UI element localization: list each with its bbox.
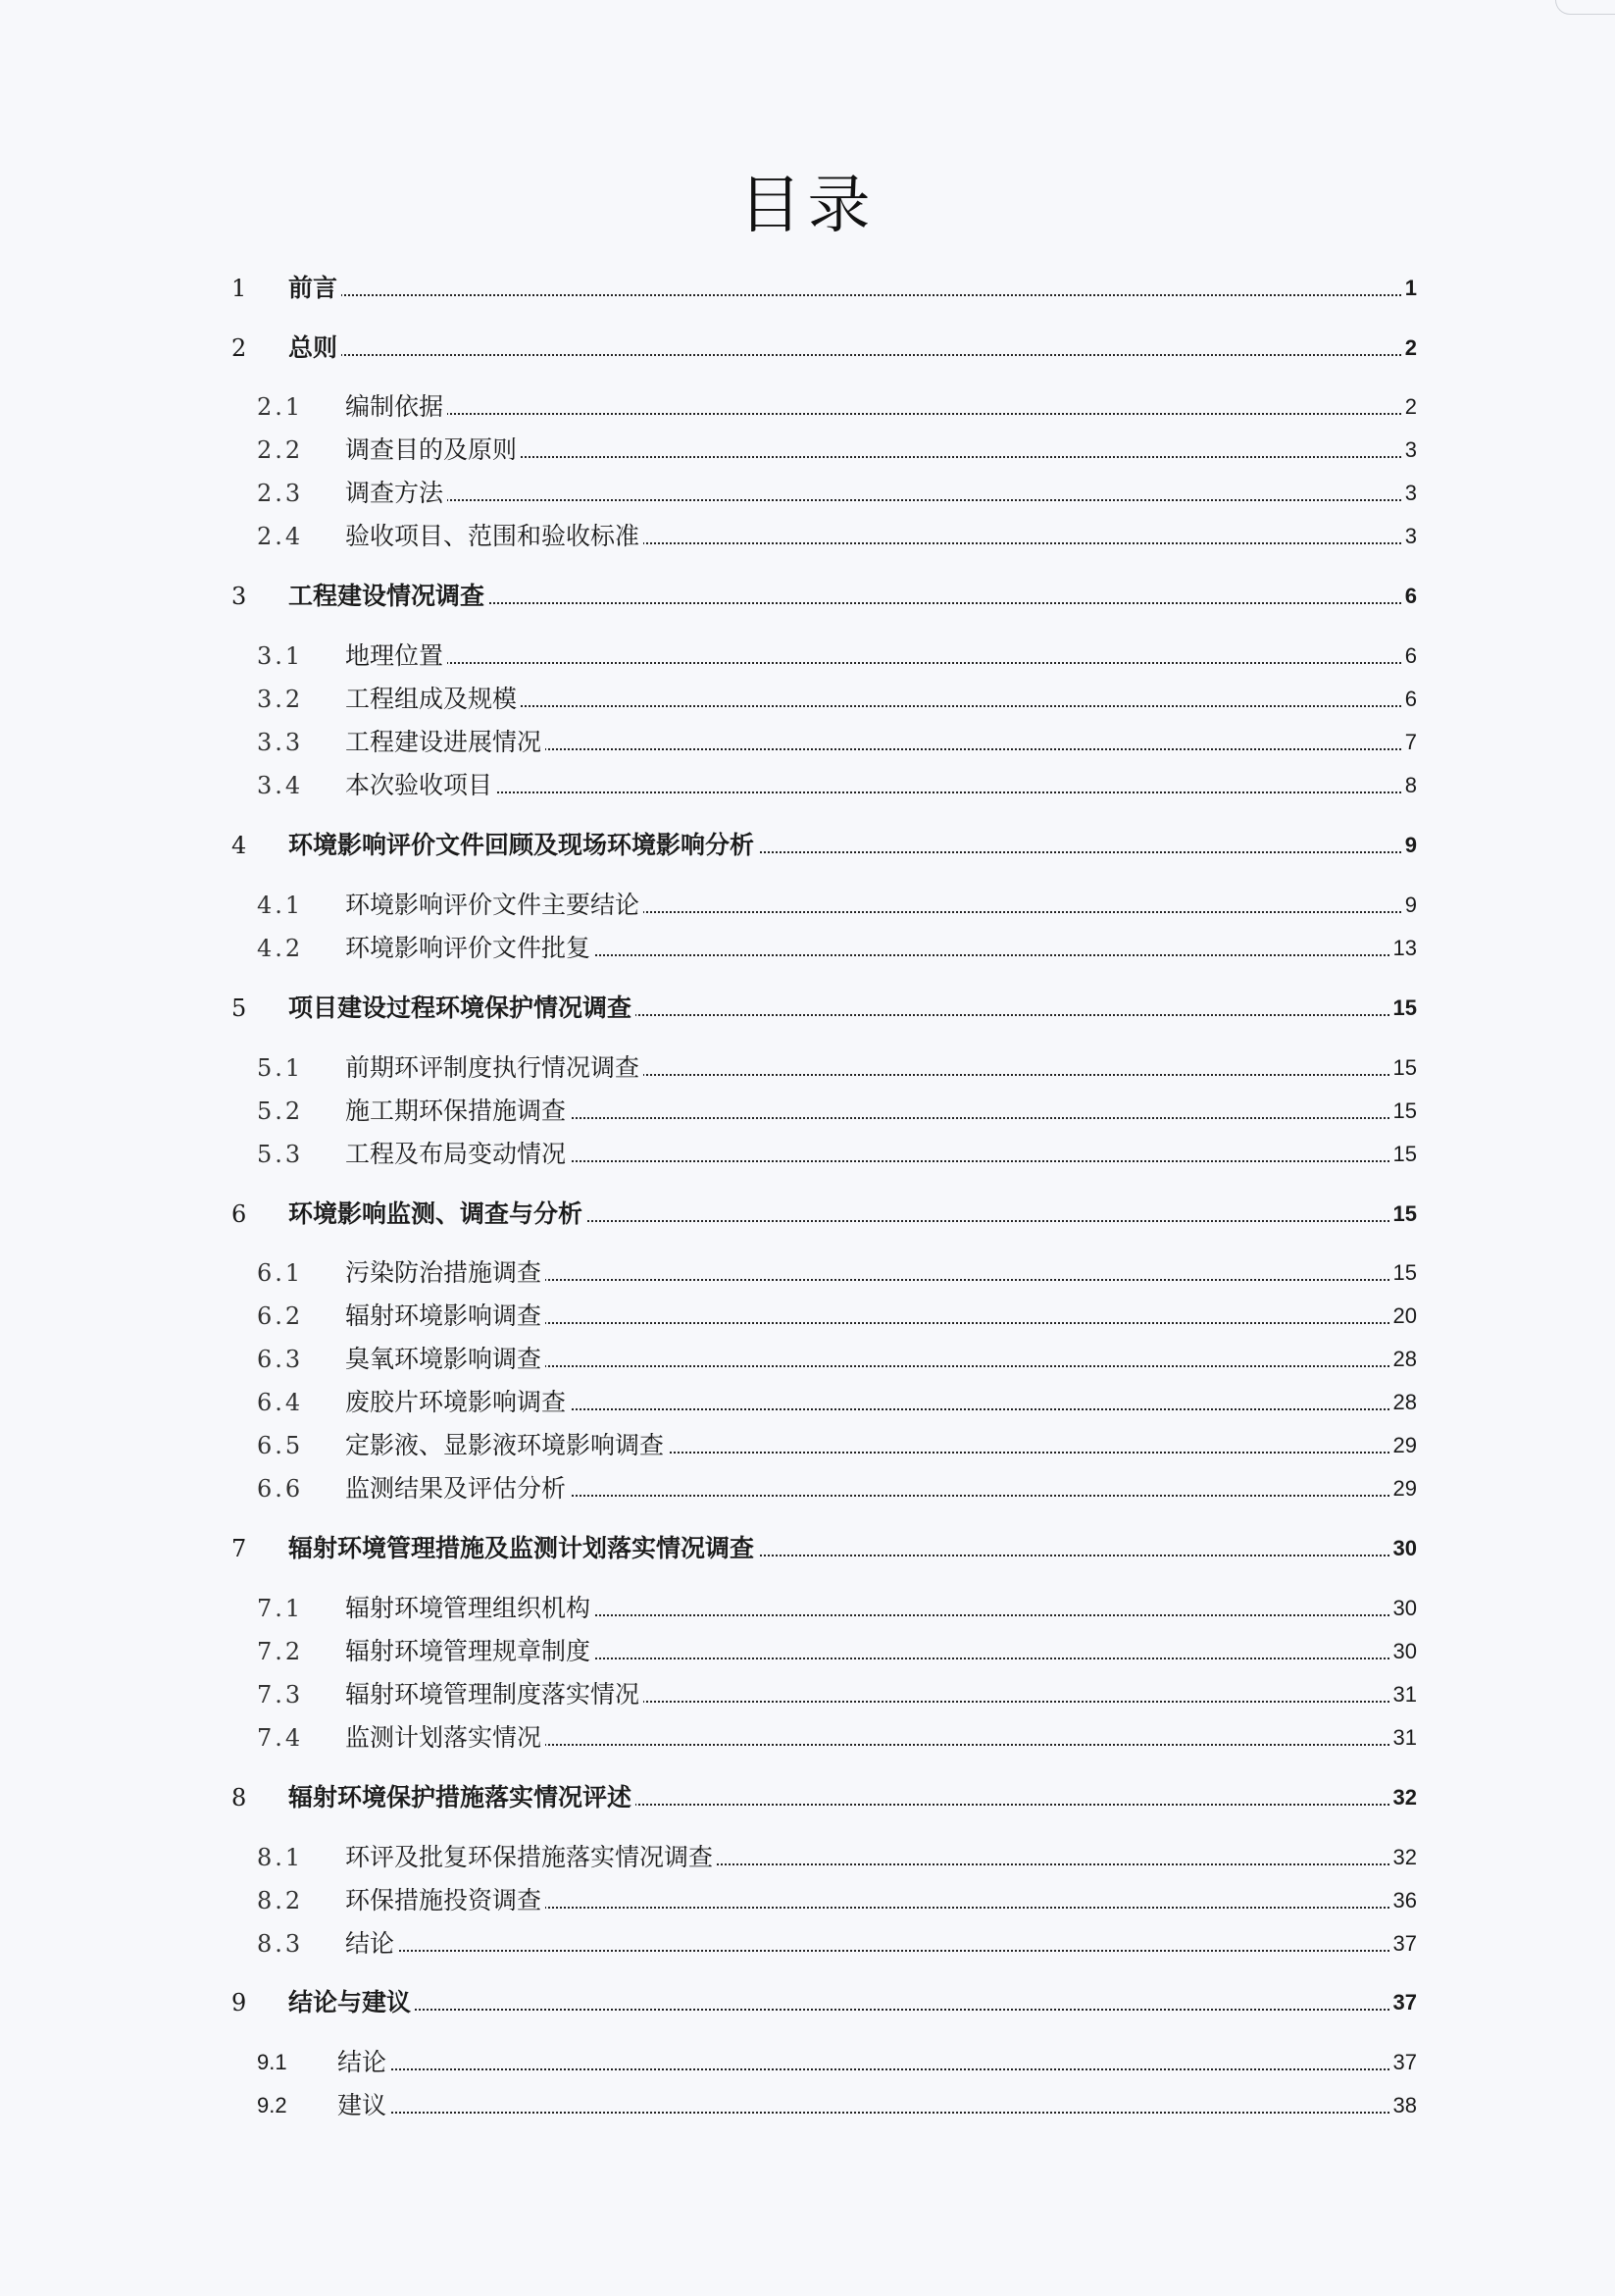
toc-entry-number: 2 (231, 334, 247, 362)
toc-entry-number: 2.2 (257, 436, 304, 464)
toc-entry-title: 环保措施投资调查 (345, 1882, 545, 1919)
toc-entry-title: 结论 (345, 1925, 398, 1963)
toc-leader-dots (353, 1950, 1409, 1952)
toc-entry-page: 7 (1402, 724, 1417, 761)
toc-entry-title: 项目建设过程环境保护情况调查 (288, 990, 635, 1027)
toc-entry-page: 15 (1390, 1254, 1417, 1292)
toc-entry-title: 环境影响监测、调查与分析 (288, 1196, 586, 1233)
toc-entry-title: 辐射环境管理组织机构 (345, 1590, 594, 1627)
toc-entry-title: 环境影响评价文件回顾及现场环境影响分析 (288, 827, 758, 864)
toc-entry[interactable] (0, 2087, 1615, 2124)
toc-entry-title: 废胶片环境影响调查 (345, 1384, 570, 1421)
toc-entry-title: 监测结果及评估分析 (345, 1470, 570, 1507)
toc-entry-number: 3.2 (257, 686, 304, 713)
toc-entry-page: 32 (1390, 1779, 1417, 1816)
toc-entry-title: 结论 (337, 2044, 390, 2081)
toc-entry-title: 前期环评制度执行情况调查 (345, 1049, 643, 1087)
toc-entry-page: 30 (1390, 1530, 1417, 1567)
toc-entry[interactable] (0, 270, 1615, 307)
toc-entry[interactable] (0, 1719, 1615, 1757)
toc-entry-title: 前言 (288, 270, 341, 307)
toc-entry-title: 辐射环境保护措施落实情况评述 (288, 1779, 635, 1816)
toc-entry-page: 2 (1402, 330, 1417, 367)
toc-entry-number: 6.1 (257, 1259, 304, 1287)
toc-entry[interactable] (0, 724, 1615, 761)
toc-entry[interactable] (0, 1676, 1615, 1713)
toc-entry-number: 3.1 (257, 642, 304, 670)
toc-entry-number: 6 (231, 1200, 247, 1228)
toc-entry-title: 辐射环境管理措施及监测计划落实情况调查 (288, 1530, 758, 1567)
toc-entry[interactable] (0, 1298, 1615, 1335)
toc-entry-title: 调查方法 (345, 475, 447, 512)
toc-leader-dots (353, 662, 1409, 664)
toc-entry-number: 7 (231, 1535, 247, 1562)
toc-entry-page: 15 (1390, 1136, 1417, 1173)
toc-entry-page: 20 (1390, 1298, 1417, 1335)
toc-entry-page: 32 (1390, 1839, 1417, 1876)
toc-entry-number: 6.4 (257, 1389, 304, 1416)
toc-entry-title: 工程及布局变动情况 (345, 1136, 570, 1173)
toc-entry-number: 5.3 (257, 1141, 304, 1168)
toc-entry-page: 2 (1402, 388, 1417, 426)
toc-entry-page: 3 (1402, 432, 1417, 469)
toc-entry[interactable] (0, 1470, 1615, 1507)
toc-entry-page: 30 (1390, 1590, 1417, 1627)
toc-entry-number: 3.4 (257, 772, 304, 799)
toc-leader-dots (343, 2112, 1409, 2114)
toc-entry-number: 7.3 (257, 1681, 304, 1709)
toc-entry-number: 2.4 (257, 523, 304, 550)
toc-entry-number: 6.3 (257, 1346, 304, 1373)
toc-entry[interactable] (0, 1196, 1615, 1233)
toc-entry-number: 4.1 (257, 892, 304, 919)
toc-entry-number: 7.2 (257, 1638, 304, 1665)
toc-entry[interactable] (0, 1384, 1615, 1421)
toc-entry-title: 总则 (288, 330, 341, 367)
toc-entry-page: 15 (1390, 990, 1417, 1027)
toc-entry-title: 验收项目、范围和验收标准 (345, 518, 643, 555)
toc-entry-page: 30 (1390, 1633, 1417, 1670)
toc-entry-number: 3.3 (257, 729, 304, 756)
toc-entry-title: 监测计划落实情况 (345, 1719, 545, 1757)
toc-entry-number: 4 (231, 832, 247, 859)
toc-entry-page: 31 (1390, 1719, 1417, 1757)
toc-entry-number: 3 (231, 583, 247, 610)
toc-entry[interactable] (0, 1049, 1615, 1087)
toc-entry-number: 2.3 (257, 480, 304, 507)
toc-entry-number: 6.2 (257, 1302, 304, 1330)
toc-entry-page: 15 (1390, 1049, 1417, 1087)
toc-entry-title: 工程建设情况调查 (288, 578, 488, 615)
toc-entry-title: 环境影响评价文件批复 (345, 930, 594, 967)
toc-entry-page: 6 (1402, 578, 1417, 615)
page-title: 目录 (738, 170, 877, 242)
toc-entry-title: 编制依据 (345, 388, 447, 426)
toc-leader-dots (294, 294, 1409, 296)
toc-entry[interactable] (0, 518, 1615, 555)
toc-entry-number: 4.2 (257, 935, 304, 962)
toc-entry-number: 6.6 (257, 1475, 304, 1503)
toc-entry-number: 5 (231, 995, 247, 1022)
toc-entry[interactable] (0, 1093, 1615, 1130)
toc-entry-number: 8.3 (257, 1930, 304, 1958)
toc-entry[interactable] (0, 681, 1615, 718)
toc-entry-page: 15 (1390, 1196, 1417, 1233)
toc-entry-page: 31 (1390, 1676, 1417, 1713)
toc-entry-page: 8 (1402, 767, 1417, 804)
toc-entry-title: 环评及批复环保措施落实情况调查 (345, 1839, 717, 1876)
toc-entry-number: 9.2 (257, 2093, 287, 2117)
toc-entry-title: 工程组成及规模 (345, 681, 521, 718)
toc-entry-title: 辐射环境管理规章制度 (345, 1633, 594, 1670)
toc-entry-page: 29 (1390, 1470, 1417, 1507)
toc-entry-title: 施工期环保措施调查 (345, 1093, 570, 1130)
toc-entry-page: 28 (1390, 1384, 1417, 1421)
toc-entry[interactable] (0, 1427, 1615, 1464)
toc-entry-number: 5.1 (257, 1054, 304, 1082)
toc-entry-title: 本次验收项目 (345, 767, 496, 804)
toc-entry-page: 37 (1390, 2044, 1417, 2081)
toc-entry[interactable] (0, 330, 1615, 367)
toc-entry-number: 7.1 (257, 1595, 304, 1622)
toc-entry-page: 9 (1402, 827, 1417, 864)
toc-entry[interactable] (0, 1779, 1615, 1816)
toc-entry-page: 36 (1390, 1882, 1417, 1919)
toc-entry-page: 1 (1402, 270, 1417, 307)
toc-entry-page: 37 (1390, 1925, 1417, 1963)
toc-entry-title: 污染防治措施调查 (345, 1254, 545, 1292)
toc-entry-page: 6 (1402, 681, 1417, 718)
toc-entry[interactable] (0, 1633, 1615, 1670)
toc-entry-number: 8 (231, 1784, 247, 1811)
toc-entry-title: 地理位置 (345, 638, 447, 675)
toc-entry[interactable] (0, 432, 1615, 469)
toc-entry[interactable] (0, 388, 1615, 426)
toc-entry[interactable] (0, 990, 1615, 1027)
toc-entry[interactable] (0, 1984, 1615, 2021)
toc-entry-page: 9 (1402, 887, 1417, 924)
toc-entry-number: 7.4 (257, 1724, 304, 1752)
toc-entry-title: 建议 (337, 2087, 390, 2124)
toc-entry-page: 13 (1390, 930, 1417, 967)
toc-entry-page: 29 (1390, 1427, 1417, 1464)
toc-entry[interactable] (0, 638, 1615, 675)
toc-entry[interactable] (0, 1839, 1615, 1876)
toc-entry[interactable] (0, 827, 1615, 864)
toc-entry[interactable] (0, 767, 1615, 804)
toc-entry-title: 辐射环境影响调查 (345, 1298, 545, 1335)
toc-entry[interactable] (0, 578, 1615, 615)
toc-entry-title: 辐射环境管理制度落实情况 (345, 1676, 643, 1713)
toc-entry-page: 3 (1402, 518, 1417, 555)
toc-entry-number: 9.1 (257, 2050, 287, 2074)
toc-entry[interactable] (0, 1136, 1615, 1173)
toc-entry-title: 工程建设进展情况 (345, 724, 545, 761)
toc-entry-number: 5.2 (257, 1097, 304, 1125)
toc-leader-dots (353, 499, 1409, 501)
toc-entry-number: 1 (231, 275, 247, 302)
toc-leader-dots (353, 791, 1409, 793)
toc-entry-number: 9 (231, 1989, 247, 2016)
toc-entry-title: 环境影响评价文件主要结论 (345, 887, 643, 924)
toc-entry[interactable] (0, 1882, 1615, 1919)
toc-entry-page: 3 (1402, 475, 1417, 512)
toc-entry[interactable] (0, 1925, 1615, 1963)
toc-entry[interactable] (0, 887, 1615, 924)
toc-entry-title: 调查目的及原则 (345, 432, 521, 469)
toc-entry-page: 38 (1390, 2087, 1417, 2124)
toc-entry[interactable] (0, 475, 1615, 512)
toc-entry[interactable] (0, 1341, 1615, 1378)
toc-entry-title: 臭氧环境影响调查 (345, 1341, 545, 1378)
toc-entry-number: 2.1 (257, 393, 304, 421)
toc-entry[interactable] (0, 2044, 1615, 2081)
toc-entry[interactable] (0, 1254, 1615, 1292)
toc-entry-title: 定影液、显影液环境影响调查 (345, 1427, 668, 1464)
toc-leader-dots (294, 2009, 1409, 2011)
toc-leader-dots (343, 2068, 1409, 2070)
toc-leader-dots (353, 413, 1409, 415)
toc-entry[interactable] (0, 930, 1615, 967)
toc-entry-number: 8.1 (257, 1844, 304, 1871)
toc-entry-page: 37 (1390, 1984, 1417, 2021)
toc-entry[interactable] (0, 1530, 1615, 1567)
toc-entry-number: 6.5 (257, 1432, 304, 1459)
toc-entry-page: 15 (1390, 1093, 1417, 1130)
toc-entry-title: 结论与建议 (288, 1984, 415, 2021)
toc-entry-page: 28 (1390, 1341, 1417, 1378)
toc-leader-dots (294, 354, 1409, 356)
toc-entry-page: 6 (1402, 638, 1417, 675)
toc-entry-number: 8.2 (257, 1887, 304, 1914)
toc-entry[interactable] (0, 1590, 1615, 1627)
